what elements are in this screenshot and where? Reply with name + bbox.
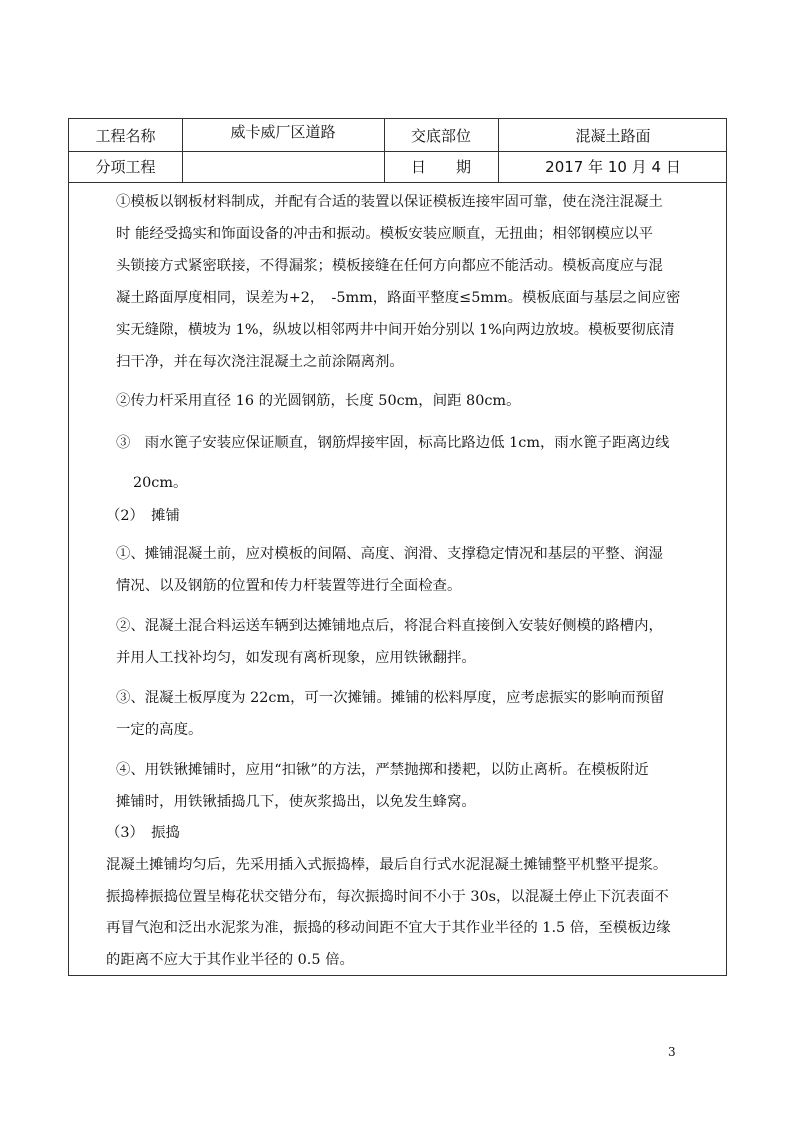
content-line: ②、混凝土混合料运送车辆到达摊铺地点后，将混合料直接倒入安装好侧模的路槽内， xyxy=(116,618,663,634)
content-line: 振捣棒振捣位置呈梅花状交错分布，每次振捣时间不小于 30s，以混凝土停止下沉表面不 xyxy=(106,889,669,905)
content-line: ①模板以钢板材料制成，并配有合适的装置以保证模板连接牢固可靠，使在浇注混凝土 xyxy=(116,194,663,210)
handover-part-label: 交底部位 xyxy=(410,126,471,145)
content-line: 一定的高度。 xyxy=(116,722,203,738)
section-heading-spreading: （2） 摊铺 xyxy=(106,508,180,524)
technical-disclosure-table xyxy=(68,118,727,976)
content-line: ②传力杆采用直径 16 的光圆钢筋，长度 50cm，间距 80cm。 xyxy=(116,393,521,409)
content-line: ④、用铁锹摊铺时，应用“扣锹”的方法，严禁抛掷和搂耙，以防止离析。在模板附近 xyxy=(116,762,649,778)
content-line: 头锁接方式紧密联接，不得漏浆；模板接缝在任何方向都应不能活动。模板高度应与混 xyxy=(116,258,663,274)
content-line: 扫干净，并在每次浇注混凝土之前涂隔离剂。 xyxy=(116,354,404,370)
sub-project-value xyxy=(182,151,384,182)
content-line: 情况、以及钢筋的位置和传力杆装置等进行全面检查。 xyxy=(116,578,462,594)
content-line: 凝土路面厚度相同，误差为+2， -5mm，路面平整度≤5mm。模板底面与基层之间应密 xyxy=(116,290,681,306)
content-line: 20cm。 xyxy=(133,475,188,491)
content-line: ③、混凝土板厚度为 22cm，可一次摊铺。摊铺的松料厚度，应考虑振实的影响而预留 xyxy=(116,690,665,706)
content-line: 并用人工找补均匀，如发现有离析现象，应用铁锹翻拌。 xyxy=(116,650,476,666)
page-number: 3 xyxy=(668,1045,676,1059)
content-line: 实无缝隙，横坡为 1%，纵坡以相邻两井中间开始分别以 1%向两边放坡。模板要彻底清 xyxy=(116,322,675,338)
project-name-value: 威卡威厂区道路 xyxy=(230,122,336,141)
section-heading-vibrating: （3） 振捣 xyxy=(106,825,180,841)
project-name-label: 工程名称 xyxy=(95,126,156,145)
date-label: 日 期 xyxy=(410,158,471,176)
content-line: ③ 雨水篦子安装应保证顺直，钢筋焊接牢固，标高比路边低 1cm，雨水篦子距离边线 xyxy=(116,435,670,451)
content-line: 混凝土摊铺均匀后，先采用插入式振捣棒，最后自行式水泥混凝土摊铺整平机整平提浆。 xyxy=(106,857,668,873)
content-line: 时 能经受捣实和饰面设备的冲击和振动。模板安装应顺直，无扭曲；相邻钢模应以平 xyxy=(116,226,654,242)
disclosure-content xyxy=(69,183,726,975)
content-line: ①、摊铺混凝土前，应对模板的间隔、高度、润滑、支撑稳定情况和基层的平整、润湿 xyxy=(116,546,663,562)
content-line: 的距离不应大于其作业半径的 0.5 倍。 xyxy=(106,952,354,968)
date-value: 2017 年 10 月 4 日 xyxy=(545,158,681,176)
handover-part-value: 混凝土路面 xyxy=(575,126,651,145)
content-line: 再冒气泡和泛出水泥浆为准，振捣的移动间距不宜大于其作业半径的 1.5 倍，至模板边缘 xyxy=(106,920,671,936)
content-line: 摊铺时，用铁锹插捣几下，使灰浆捣出，以免发生蜂窝。 xyxy=(116,794,476,810)
sub-project-label: 分项工程 xyxy=(95,158,156,176)
